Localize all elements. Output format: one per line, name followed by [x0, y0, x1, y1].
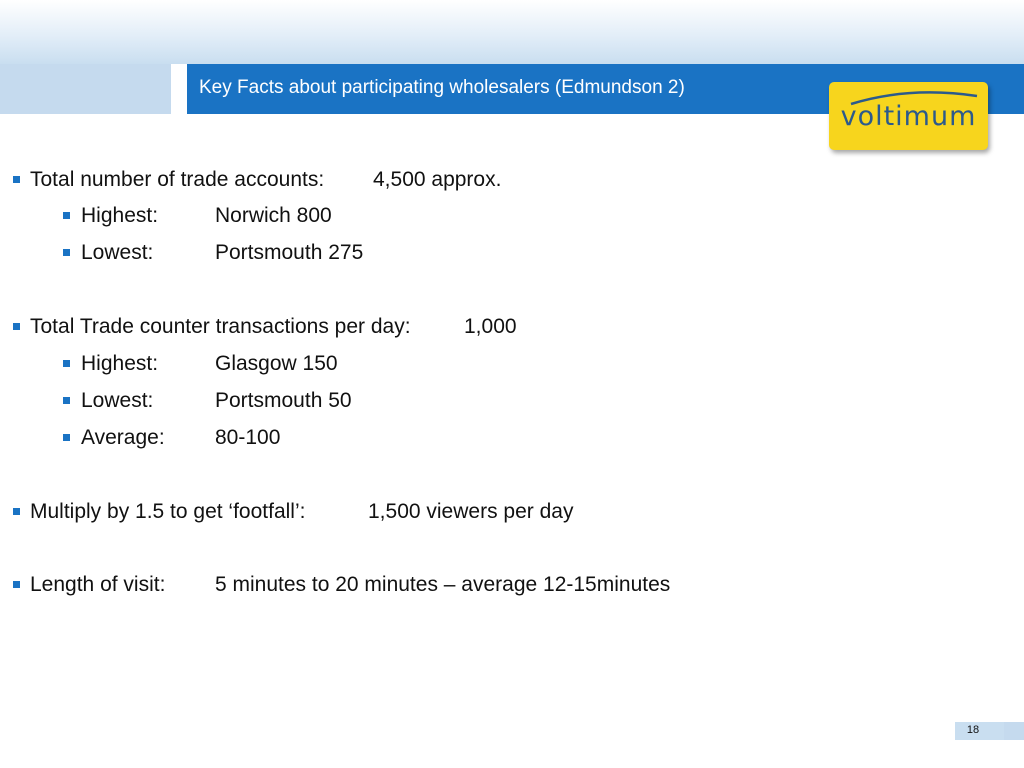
bullet-icon [13, 176, 20, 183]
sub-bullet-icon [63, 397, 70, 404]
bullet-icon [13, 581, 20, 588]
sub-bullet-value: 80-100 [215, 426, 281, 449]
logo-text: voltimum [840, 101, 977, 132]
header-left-band [0, 64, 171, 114]
voltimum-logo [829, 82, 988, 150]
sub-bullet-icon [63, 249, 70, 256]
sub-bullet-icon [63, 360, 70, 367]
sub-bullet-label: Highest: [81, 204, 159, 227]
sub-bullet-icon [63, 434, 70, 441]
sub-bullet-icon [63, 212, 70, 219]
bullet-value: 4,500 approx. [373, 168, 502, 191]
sub-bullet-value: Norwich 800 [215, 204, 332, 227]
bullet-value: 1,000 [464, 315, 517, 338]
sub-bullet-label: Average: [81, 426, 165, 449]
bullet-value: 5 minutes to 20 minutes – average 12-15minutes [215, 573, 671, 596]
footer-band [1004, 722, 1024, 740]
sub-bullet-value: Portsmouth 275 [215, 241, 364, 264]
bullet-text: Total Trade counter transactions per day: [30, 315, 411, 338]
sub-bullet-label: Lowest: [81, 241, 154, 264]
sub-bullet-label: Highest: [81, 352, 159, 375]
header-gradient [0, 0, 1024, 64]
page-number: 18 [966, 724, 980, 736]
bullet-icon [13, 508, 20, 515]
bullet-text: Length of visit: [30, 573, 166, 596]
bullet-value: 1,500 viewers per day [368, 500, 574, 523]
bullet-icon [13, 323, 20, 330]
bullet-text: Multiply by 1.5 to get ‘footfall’: [30, 500, 306, 523]
sub-bullet-label: Lowest: [81, 389, 154, 412]
bullet-text: Total number of trade accounts: [30, 168, 325, 191]
sub-bullet-value: Portsmouth 50 [215, 389, 352, 412]
sub-bullet-value: Glasgow 150 [215, 352, 338, 375]
slide-title: Key Facts about participating wholesalers (Edmundson 2) [199, 77, 685, 98]
